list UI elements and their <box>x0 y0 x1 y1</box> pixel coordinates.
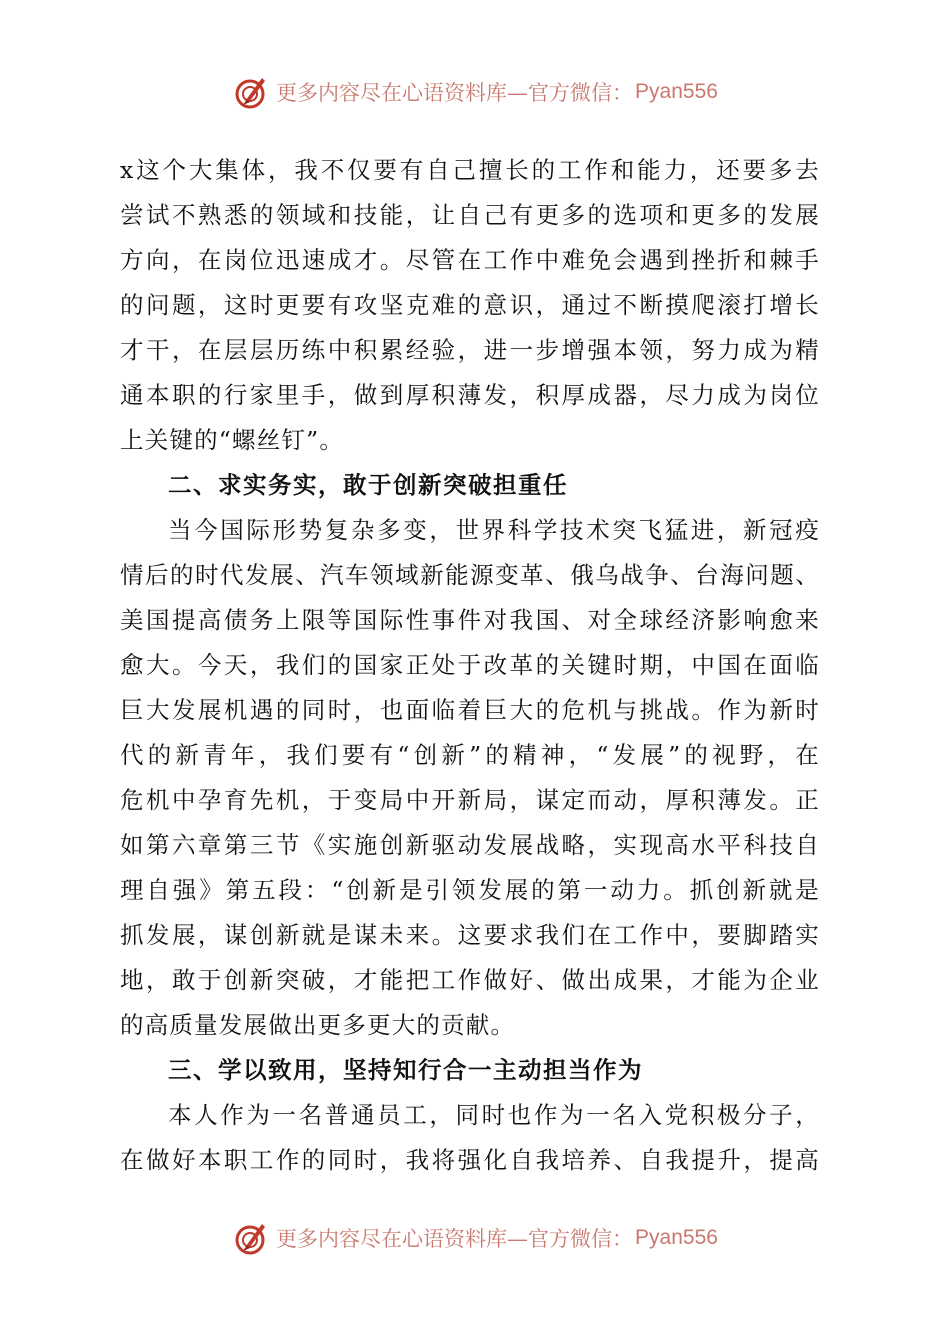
text-line: 方向，在岗位迅速成才。尽管在工作中难免会遇到挫折和棘手 <box>120 246 820 274</box>
text-line: 上关键的“螺丝钉”。 <box>120 426 345 454</box>
text-line: 在做好本职工作的同时，我将强化自我培养、自我提升，提高 <box>120 1146 820 1174</box>
text-line: 危机中孕育先机，于变局中开新局，谋定而动，厚积薄发。正 <box>120 786 820 814</box>
text-line: 愈大。今天，我们的国家正处于改革的关键时期，中国在面临 <box>120 651 820 679</box>
pen-circle-logo-icon <box>232 1218 272 1258</box>
section-heading-2: 二、求实务实，敢于创新突破担重任 <box>168 471 568 499</box>
watermark-text: 更多内容尽在心语资料库—官方微信： <box>276 1227 634 1251</box>
text-line: 代的新青年，我们要有“创新”的精神，“发展”的视野，在 <box>120 741 820 769</box>
text-line: 美国提高债务上限等国际性事件对我国、对全球经济影响愈来 <box>120 606 820 634</box>
text-line: 才干，在层层历练中积累经验，进一步增强本领，努力成为精 <box>120 336 820 364</box>
text-line: 地，敢于创新突破，才能把工作做好、做出成果，才能为企业 <box>120 966 820 994</box>
document-body <box>120 148 820 1183</box>
pen-circle-logo-icon <box>232 72 272 112</box>
section-heading-3: 三、学以致用，坚持知行合一主动担当作为 <box>168 1056 643 1084</box>
text-line: 理自强》第五段：“创新是引领发展的第一动力。抓创新就是 <box>120 876 820 904</box>
text-line: 情后的时代发展、汽车领域新能源变革、俄乌战争、台海问题、 <box>120 561 820 589</box>
text-line: 如第六章第三节《实施创新驱动发展战略，实现高水平科技自 <box>120 831 820 859</box>
text-line: 尝试不熟悉的领域和技能，让自己有更多的选项和更多的发展 <box>120 201 820 229</box>
watermark-text: 更多内容尽在心语资料库—官方微信： <box>276 81 634 105</box>
text-line: 巨大发展机遇的同时，也面临着巨大的危机与挑战。作为新时 <box>120 696 820 724</box>
text-line: 抓发展，谋创新就是谋未来。这要求我们在工作中，要脚踏实 <box>120 921 820 949</box>
text-line: 当今国际形势复杂多变，世界科学技术突飞猛进，新冠疫 <box>168 516 820 544</box>
watermark-wechat-id: Pyan556 <box>635 80 718 103</box>
text-line: 通本职的行家里手，做到厚积薄发，积厚成器，尽力成为岗位 <box>120 381 820 409</box>
text-line: 的高质量发展做出更多更大的贡献。 <box>120 1011 516 1039</box>
watermark-wechat-id: Pyan556 <box>635 1226 718 1249</box>
text-line: 本人作为一名普通员工，同时也作为一名入党积极分子， <box>168 1101 820 1129</box>
header-watermark <box>0 70 950 114</box>
text-line: x这个大集体，我不仅要有自己擅长的工作和能力，还要多去 <box>120 156 820 184</box>
footer-watermark <box>0 1216 950 1260</box>
text-line: 的问题，这时更要有攻坚克难的意识，通过不断摸爬滚打增长 <box>120 291 820 319</box>
